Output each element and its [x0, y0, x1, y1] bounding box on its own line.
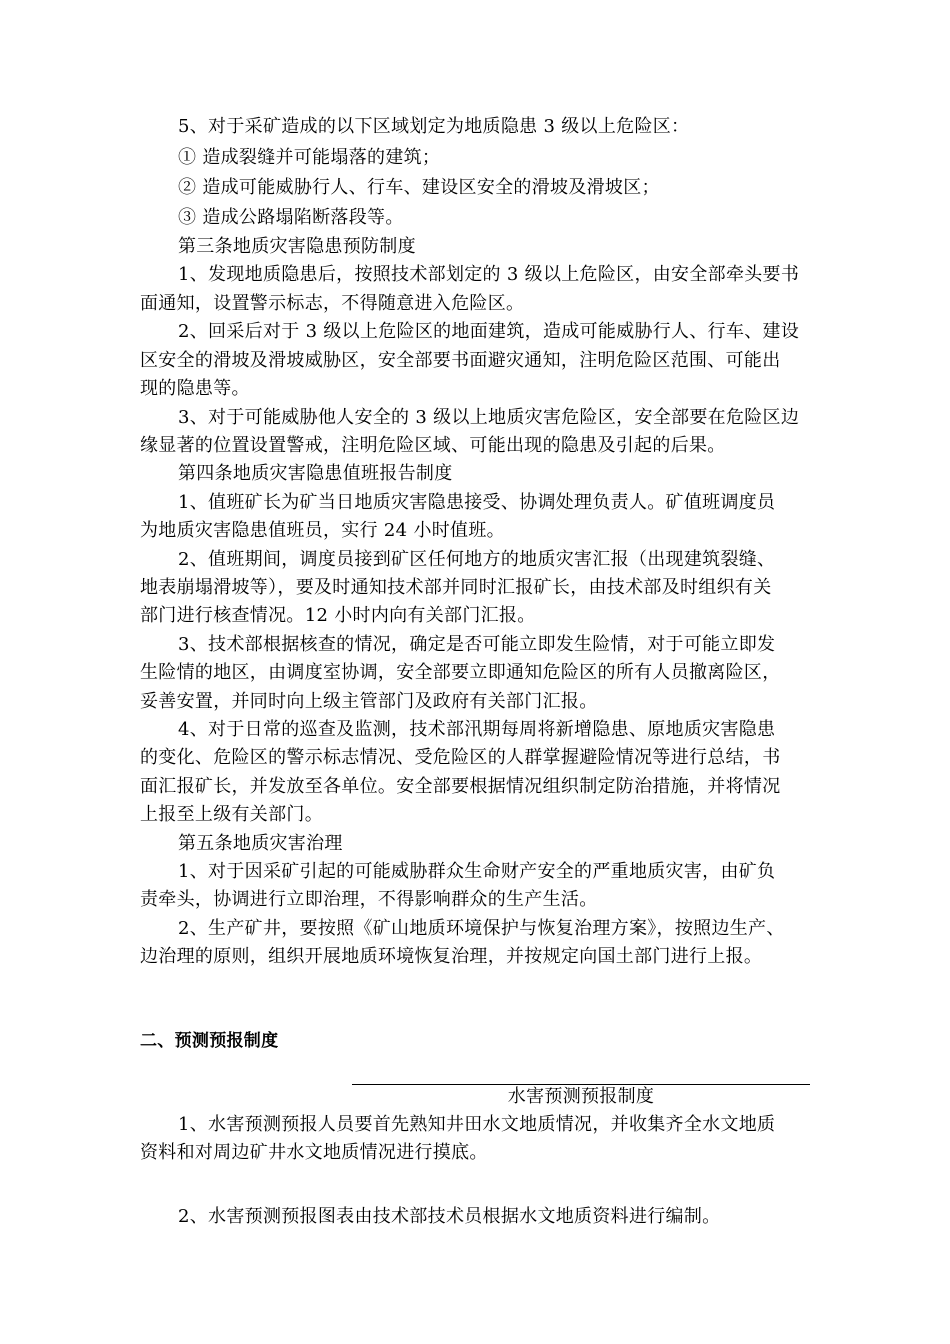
text-line: 缘显著的位置设置警戒，注明危险区域、可能出现的隐患及引起的后果。	[140, 435, 726, 456]
text-line: 2、生产矿井，要按照《矿山地质环境保护与恢复治理方案》，按照边生产、	[178, 918, 785, 939]
text-line: 现的隐患等。	[140, 378, 250, 399]
text-line: 1、对于因采矿引起的可能威胁群众生命财产安全的严重地质灾害，由矿负	[178, 861, 776, 882]
text-line: 的变化、危险区的警示标志情况、受危险区的人群掌握避险情况等进行总结，书	[140, 747, 781, 768]
text-line: 2、水害预测预报图表由技术部技术员根据水文地质资料进行编制。	[178, 1206, 721, 1227]
text-line: 2、值班期间，调度员接到矿区任何地方的地质灾害汇报（出现建筑裂缝、	[178, 549, 776, 570]
text-line: 上报至上级有关部门。	[140, 804, 323, 825]
text-line: 3、技术部根据核查的情况，确定是否可能立即发生险情，对于可能立即发	[178, 634, 776, 655]
text-line: 1、值班矿长为矿当日地质灾害隐患接受、协调处理负责人。矿值班调度员	[178, 492, 776, 513]
sub-title: 水害预测预报制度	[507, 1086, 655, 1107]
text-line: 2、回采后对于 3 级以上危险区的地面建筑，造成可能威胁行人、行车、建设	[178, 321, 800, 342]
section-heading: 二、预测预报制度	[140, 1031, 279, 1051]
list-item: ③ 造成公路塌陷断落段等。	[178, 207, 404, 228]
text-line: 3、对于可能威胁他人安全的 3 级以上地质灾害危险区，安全部要在危险区边	[178, 407, 800, 428]
article-heading: 第四条地质灾害隐患值班报告制度	[178, 463, 453, 484]
text-line: 面汇报矿长，并发放至各单位。安全部要根据情况组织制定防治措施，并将情况	[140, 776, 781, 797]
text-line: 为地质灾害隐患值班员，实行 24 小时值班。	[140, 520, 505, 541]
list-item: ② 造成可能威胁行人、行车、建设区安全的滑坡及滑坡区；	[178, 177, 660, 198]
text-line: 地表崩塌滑坡等），要及时通知技术部并同时汇报矿长，由技术部及时组织有关	[140, 577, 772, 598]
text-line: 4、对于日常的巡查及监测，技术部汛期每周将新增隐患、原地质灾害隐患	[178, 719, 776, 740]
text-line: 5、对于采矿造成的以下区域划定为地质隐患 3 级以上危险区：	[178, 116, 690, 137]
text-line: 1、发现地质隐患后，按照技术部划定的 3 级以上危险区，由安全部牵头要书	[178, 264, 800, 285]
list-item: ① 造成裂缝并可能塌落的建筑；	[178, 147, 441, 168]
article-heading: 第三条地质灾害隐患预防制度	[178, 236, 416, 257]
text-line: 部门进行核查情况。12 小时内向有关部门汇报。	[140, 605, 536, 626]
text-line: 区安全的滑坡及滑坡威胁区，安全部要书面避灾通知，注明危险区范围、可能出	[140, 350, 781, 371]
text-line: 责牵头，协调进行立即治理，不得影响群众的生产生活。	[140, 889, 598, 910]
text-line: 妥善安置，并同时向上级主管部门及政府有关部门汇报。	[140, 691, 598, 712]
text-line: 边治理的原则，组织开展地质环境恢复治理，并按规定向国土部门进行上报。	[140, 946, 763, 967]
text-line: 面通知，设置警示标志，不得随意进入危险区。	[140, 293, 525, 314]
text-line: 生险情的地区，由调度室协调，安全部要立即通知危险区的所有人员撤离险区，	[140, 662, 781, 683]
article-heading: 第五条地质灾害治理	[178, 833, 343, 854]
text-line: 资料和对周边矿井水文地质情况进行摸底。	[140, 1142, 488, 1163]
text-line: 1、水害预测预报人员要首先熟知井田水文地质情况，并收集齐全水文地质	[178, 1114, 776, 1135]
